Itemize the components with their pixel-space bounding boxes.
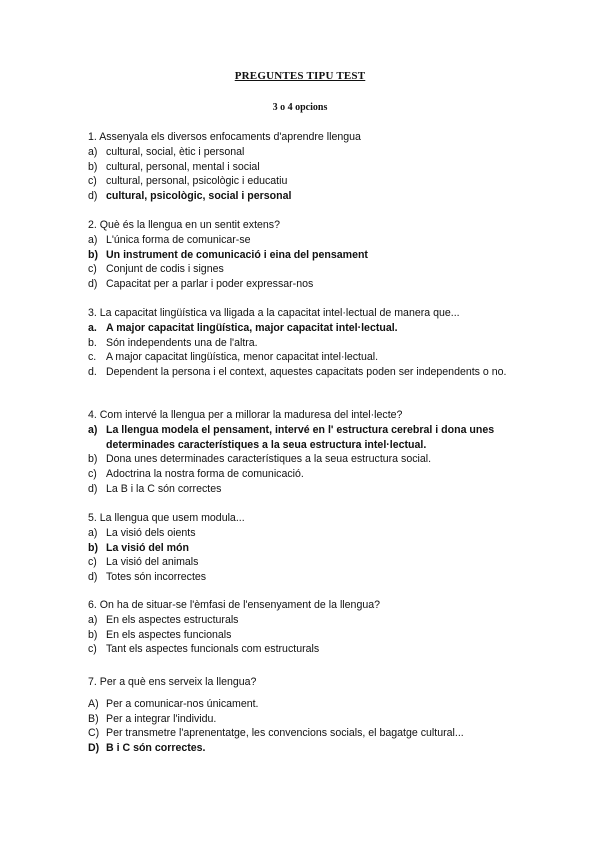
option-text: La llengua modela el pensament, intervé en l' estructura cerebral i dona unes determinades característiques a la seua estructura intel·lectual.: [106, 423, 495, 451]
option-letter: b): [88, 160, 98, 173]
option-text: Totes són incorrectes: [106, 571, 207, 584]
option-text: La visió del animals: [106, 556, 199, 569]
option-letter: c): [88, 468, 97, 481]
option-letter: a): [88, 145, 98, 158]
question-2: [88, 218, 528, 292]
option-b-correct: [88, 248, 528, 263]
option-text: cultural, personal, mental i social: [106, 160, 260, 173]
option-text: A major capacitat lingüística, major capacitat intel·lectual.: [106, 321, 398, 334]
option-text: Conjunt de codis i signes: [106, 263, 224, 276]
option-text: Dependent la persona i el context, aquestes capacitats poden ser independents o no.: [106, 366, 507, 379]
option-text: L'única forma de comunicar-se: [106, 233, 251, 246]
option-text: cultural, psicològic, social i personal: [106, 190, 292, 203]
option-b: [88, 160, 528, 175]
option-letter: d.: [88, 366, 97, 379]
option-d: [88, 570, 528, 585]
question-6: [88, 598, 528, 657]
option-a-correct: [88, 423, 528, 453]
option-d-correct: [88, 189, 528, 204]
option-letter: a): [88, 613, 98, 626]
option-text: En els aspectes funcionals: [106, 628, 232, 641]
option-text: La visió dels oients: [106, 526, 196, 539]
option-a: [88, 145, 528, 160]
option-d: [88, 365, 528, 380]
option-letter: c): [88, 643, 97, 656]
option-c: [88, 262, 528, 277]
question-stem: 1. Assenyala els diversos enfocaments d'aprendre llengua: [88, 131, 361, 143]
option-letter: D): [88, 742, 100, 755]
option-letter: b): [88, 248, 98, 261]
option-letter: a.: [88, 321, 97, 334]
option-c: [88, 350, 528, 365]
question-stem: 4. Com intervé la llengua per a millorar la maduresa del intel·lecte?: [88, 409, 403, 421]
option-text: A major capacitat lingüística, menor capacitat intel·lectual.: [106, 351, 379, 364]
question-stem: 5. La llengua que usem modula...: [88, 512, 245, 524]
option-c: [88, 726, 528, 741]
option-letter: b.: [88, 336, 97, 349]
option-letter: c): [88, 175, 97, 188]
option-a: [88, 613, 528, 628]
option-letter: d): [88, 278, 98, 291]
option-text: cultural, personal, psicològic i educatiu: [106, 175, 288, 188]
option-letter: c): [88, 263, 97, 276]
option-b: [88, 712, 528, 727]
option-letter: C): [88, 727, 100, 740]
option-letter: a): [88, 233, 98, 246]
option-d-correct: [88, 741, 528, 756]
option-a: [88, 526, 528, 541]
option-c: [88, 555, 528, 570]
question-4: [88, 408, 528, 497]
question-3: [88, 306, 528, 380]
option-letter: d): [88, 482, 98, 495]
option-letter: b): [88, 541, 98, 554]
option-b: [88, 452, 528, 467]
option-letter: d): [88, 190, 98, 203]
option-d: [88, 482, 528, 497]
option-b-correct: [88, 541, 528, 556]
option-text: B i C són correctes.: [106, 742, 206, 755]
page-subtitle: 3 o 4 opcions: [272, 102, 328, 113]
option-letter: c): [88, 556, 97, 569]
option-text: Capacitat per a parlar i poder expressar-nos: [106, 278, 314, 291]
page-title: PREGUNTES TIPU TEST: [234, 70, 366, 82]
question-1: [88, 130, 528, 204]
option-text: Dona unes determinades característiques a la seua estructura social.: [106, 453, 432, 466]
option-c: [88, 174, 528, 189]
option-d: [88, 277, 528, 292]
question-stem: 6. On ha de situar-se l'èmfasi de l'ensenyament de la llengua?: [88, 599, 381, 611]
option-letter: B): [88, 712, 99, 725]
question-stem: 2. Què és la llengua en un sentit extens?: [88, 219, 280, 231]
option-c: [88, 642, 528, 657]
option-text: Adoctrina la nostra forma de comunicació.: [106, 468, 304, 481]
option-text: Un instrument de comunicació i eina del pensament: [106, 248, 368, 261]
option-text: cultural, social, ètic i personal: [106, 145, 245, 158]
option-text: Són independents una de l'altra.: [106, 336, 258, 349]
option-letter: A): [88, 697, 99, 710]
option-text: Per a comunicar-nos únicament.: [106, 697, 259, 710]
question-7: [88, 675, 528, 756]
option-a: [88, 697, 528, 712]
option-a-correct: [88, 321, 528, 336]
option-a: [88, 233, 528, 248]
option-letter: b): [88, 628, 98, 641]
option-letter: d): [88, 571, 98, 584]
option-b: [88, 336, 528, 351]
option-c: [88, 467, 528, 482]
option-letter: a): [88, 423, 98, 436]
option-text: Per a integrar l'individu.: [106, 712, 217, 725]
option-letter: a): [88, 526, 98, 539]
option-text: La B i la C són correctes: [106, 482, 222, 495]
question-5: [88, 511, 528, 585]
question-stem: 3. La capacitat lingüística va lligada a la capacitat intel·lectual de manera que...: [88, 307, 460, 319]
option-text: Tant els aspectes funcionals com estructurals: [106, 643, 320, 656]
option-text: La visió del món: [106, 541, 190, 554]
option-b: [88, 628, 528, 643]
question-stem: 7. Per a què ens serveix la llengua?: [88, 676, 257, 688]
option-letter: b): [88, 453, 98, 466]
option-text: En els aspectes estructurals: [106, 613, 239, 626]
option-letter: c.: [88, 351, 97, 364]
option-text: Per transmetre l'aprenentatge, les convencions socials, el bagatge cultural...: [106, 727, 464, 740]
